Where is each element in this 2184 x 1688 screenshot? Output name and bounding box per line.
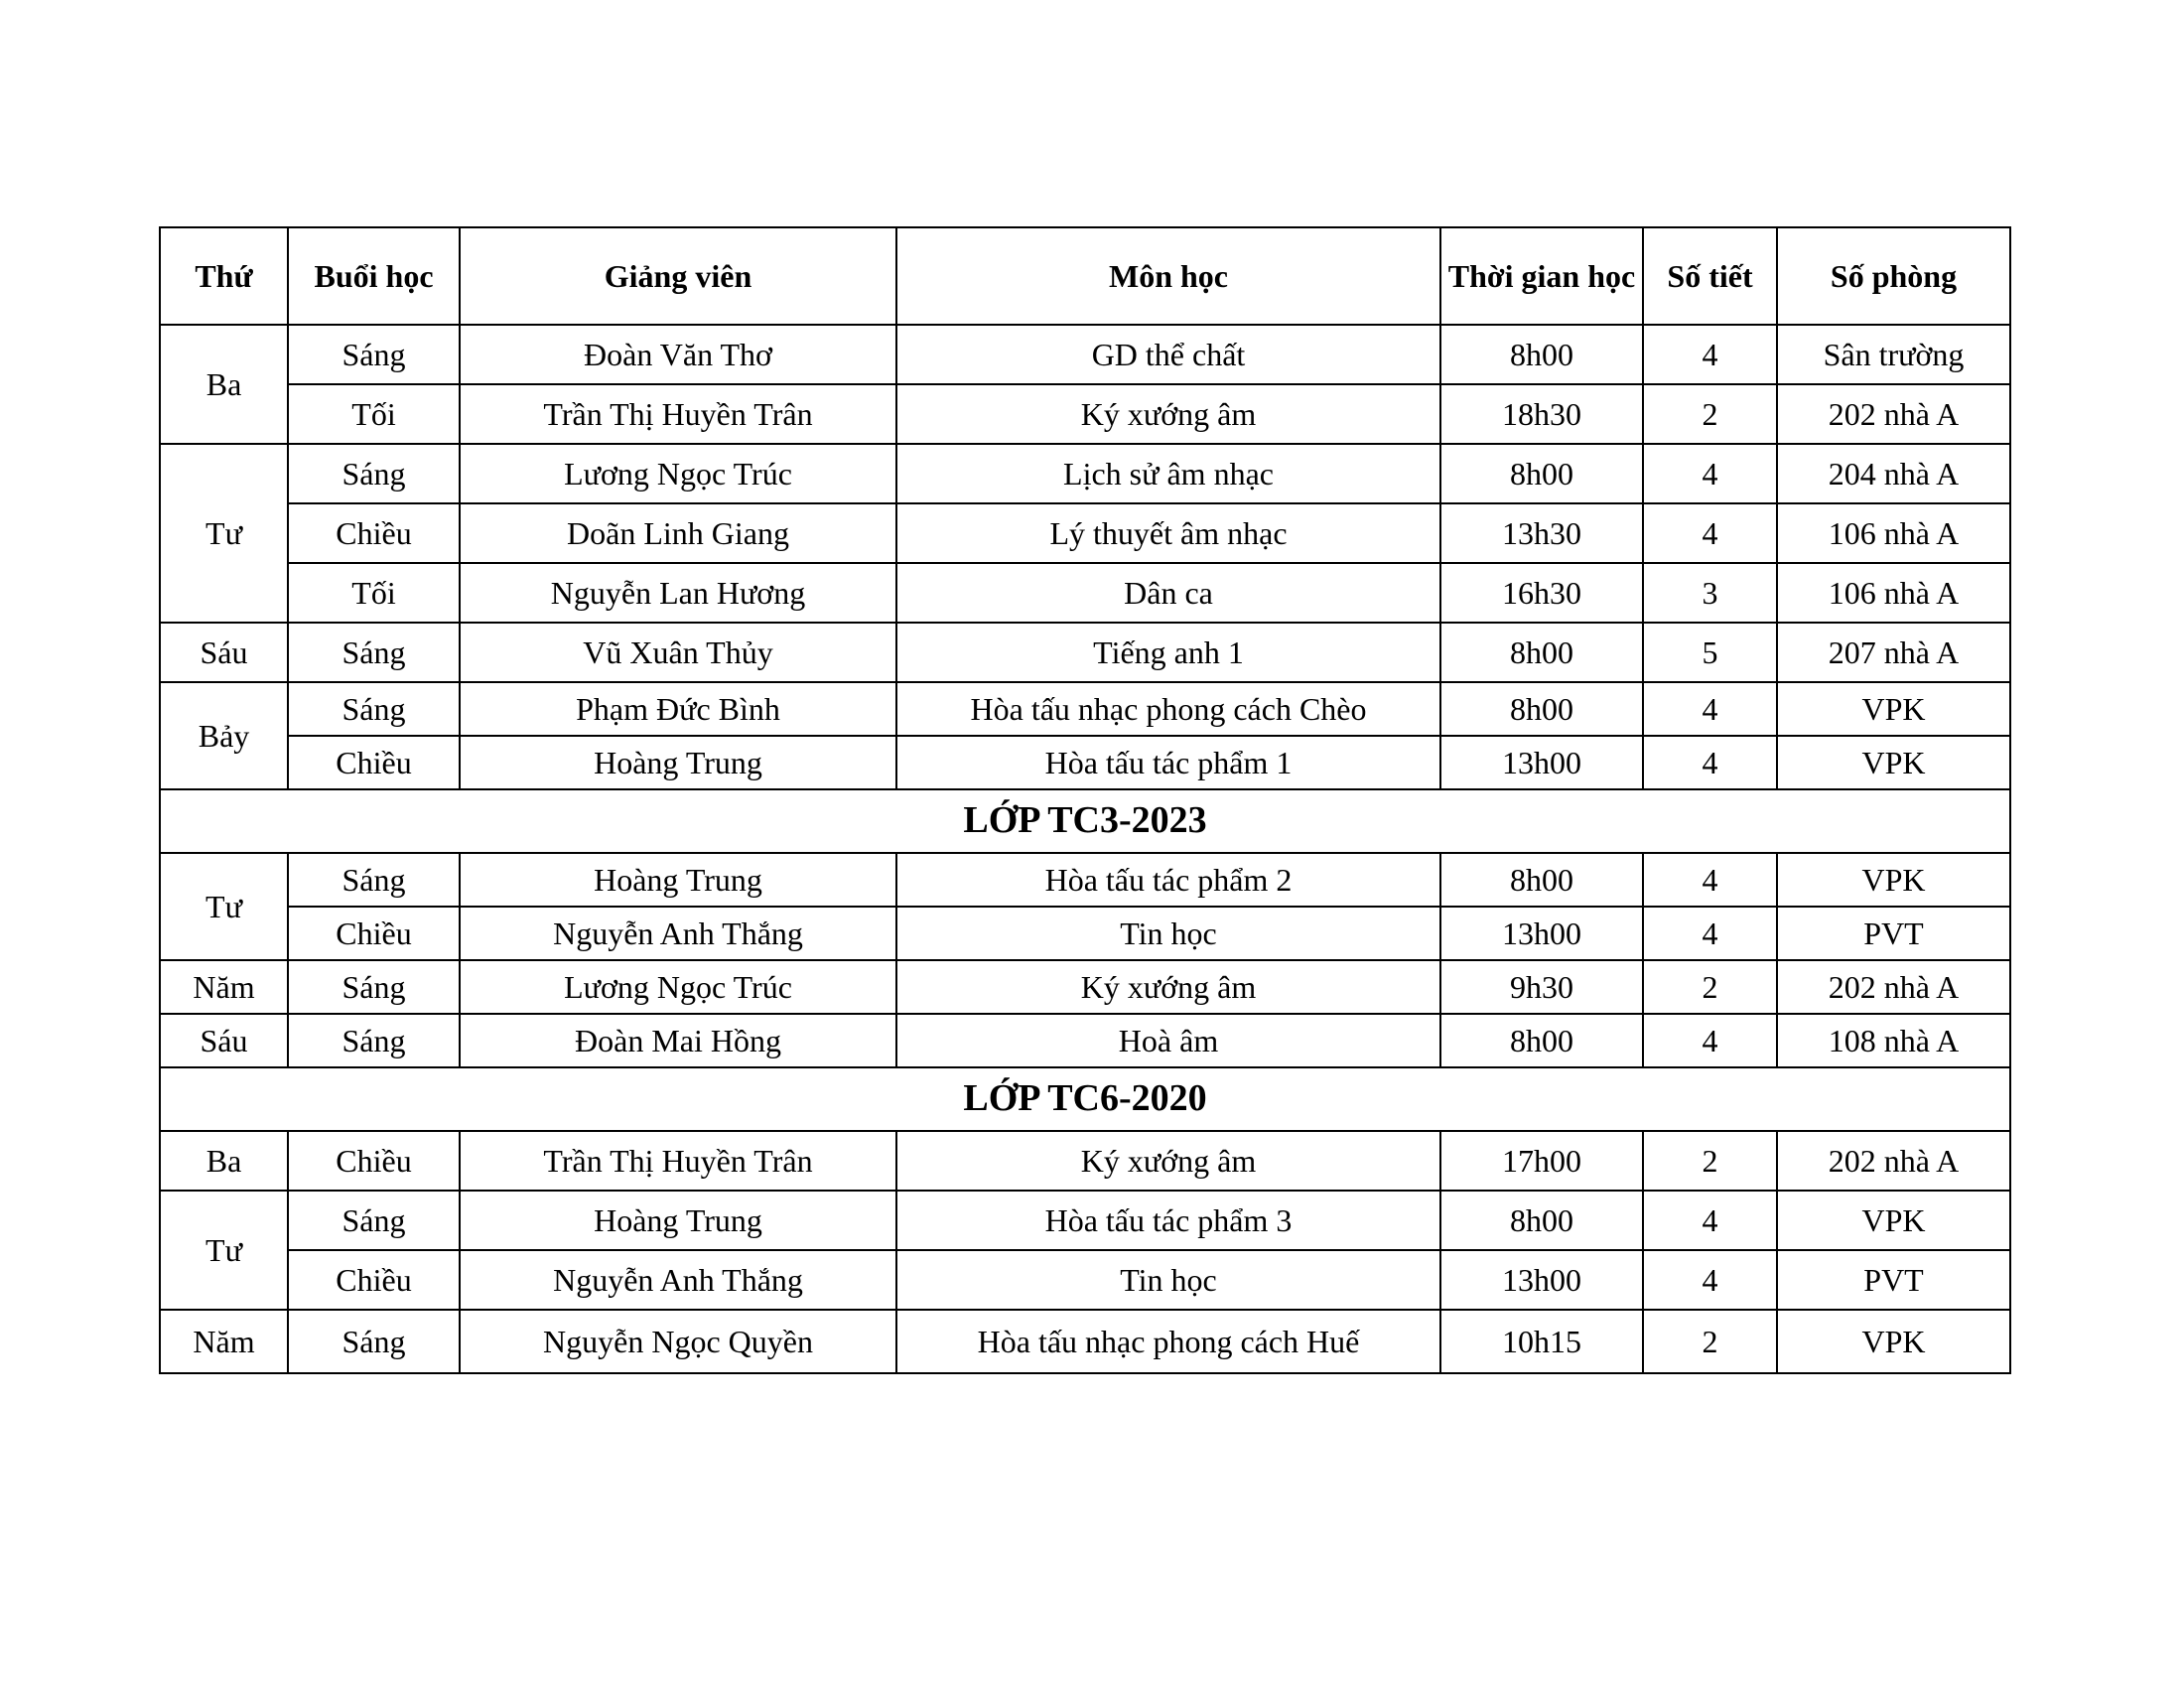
day-cell: Sáu [160,1014,288,1067]
subject-cell: Ký xướng âm [896,1131,1440,1191]
lecturer-cell: Đoàn Văn Thơ [460,325,896,384]
subject-cell: Hòa tấu tác phẩm 3 [896,1191,1440,1250]
subject-cell: Dân ca [896,563,1440,623]
subject-cell: Hoà âm [896,1014,1440,1067]
periods-cell: 2 [1643,960,1777,1014]
session-cell: Sáng [288,1310,460,1373]
lecturer-cell: Đoàn Mai Hồng [460,1014,896,1067]
time-cell: 13h00 [1440,907,1643,960]
table-row [160,563,2010,623]
lecturer-cell: Nguyễn Ngọc Quyền [460,1310,896,1373]
table-row [160,1014,2010,1067]
subject-cell: Tin học [896,1250,1440,1310]
table-row [160,853,2010,907]
periods-cell: 4 [1643,325,1777,384]
table-row [160,384,2010,444]
header-so-tiet: Số tiết [1643,227,1777,325]
periods-cell: 2 [1643,384,1777,444]
room-cell: 204 nhà A [1777,444,2010,503]
time-cell: 9h30 [1440,960,1643,1014]
session-cell: Sáng [288,960,460,1014]
table-row [160,1131,2010,1191]
room-cell: 202 nhà A [1777,1131,2010,1191]
room-cell: 108 nhà A [1777,1014,2010,1067]
session-cell: Sáng [288,623,460,682]
table-row [160,960,2010,1014]
section-title: LỚP TC6-2020 [160,1067,2010,1131]
periods-cell: 3 [1643,563,1777,623]
schedule-table [159,226,2011,1374]
time-cell: 8h00 [1440,623,1643,682]
header-so-phong: Số phòng [1777,227,2010,325]
time-cell: 8h00 [1440,444,1643,503]
session-cell: Chiều [288,503,460,563]
lecturer-cell: Nguyễn Anh Thắng [460,1250,896,1310]
periods-cell: 4 [1643,736,1777,789]
periods-cell: 4 [1643,503,1777,563]
time-cell: 18h30 [1440,384,1643,444]
lecturer-cell: Phạm Đức Bình [460,682,896,736]
room-cell: PVT [1777,1250,2010,1310]
table-row [160,503,2010,563]
periods-cell: 4 [1643,853,1777,907]
room-cell: 106 nhà A [1777,503,2010,563]
room-cell: 202 nhà A [1777,384,2010,444]
table-row [160,623,2010,682]
lecturer-cell: Hoàng Trung [460,853,896,907]
session-cell: Tối [288,384,460,444]
periods-cell: 4 [1643,1014,1777,1067]
periods-cell: 4 [1643,682,1777,736]
table-row [160,325,2010,384]
day-cell: Năm [160,1310,288,1373]
session-cell: Sáng [288,853,460,907]
session-cell: Sáng [288,325,460,384]
day-cell: Tư [160,444,288,623]
day-cell: Ba [160,1131,288,1191]
subject-cell: Hòa tấu tác phẩm 2 [896,853,1440,907]
room-cell: VPK [1777,1191,2010,1250]
subject-cell: Tin học [896,907,1440,960]
subject-cell: GD thể chất [896,325,1440,384]
session-cell: Chiều [288,736,460,789]
session-cell: Sáng [288,1191,460,1250]
table-row [160,736,2010,789]
day-cell: Ba [160,325,288,444]
lecturer-cell: Nguyễn Lan Hương [460,563,896,623]
lecturer-cell: Nguyễn Anh Thắng [460,907,896,960]
session-cell: Chiều [288,907,460,960]
session-cell: Tối [288,563,460,623]
lecturer-cell: Vũ Xuân Thủy [460,623,896,682]
subject-cell: Lý thuyết âm nhạc [896,503,1440,563]
table-row [160,1191,2010,1250]
periods-cell: 2 [1643,1310,1777,1373]
header-thoi-gian-hoc: Thời gian học [1440,227,1643,325]
session-cell: Sáng [288,444,460,503]
periods-cell: 4 [1643,1250,1777,1310]
day-cell: Bảy [160,682,288,789]
subject-cell: Hòa tấu nhạc phong cách Huế [896,1310,1440,1373]
periods-cell: 2 [1643,1131,1777,1191]
day-cell: Năm [160,960,288,1014]
room-cell: VPK [1777,736,2010,789]
lecturer-cell: Trần Thị Huyền Trân [460,384,896,444]
day-cell: Sáu [160,623,288,682]
session-cell: Chiều [288,1250,460,1310]
room-cell: Sân trường [1777,325,2010,384]
room-cell: 106 nhà A [1777,563,2010,623]
subject-cell: Lịch sử âm nhạc [896,444,1440,503]
time-cell: 16h30 [1440,563,1643,623]
session-cell: Chiều [288,1131,460,1191]
section-row [160,789,2010,853]
time-cell: 8h00 [1440,682,1643,736]
lecturer-cell: Doãn Linh Giang [460,503,896,563]
header-thu: Thứ [160,227,288,325]
time-cell: 8h00 [1440,1014,1643,1067]
table-row [160,907,2010,960]
time-cell: 10h15 [1440,1310,1643,1373]
time-cell: 13h00 [1440,736,1643,789]
subject-cell: Ký xướng âm [896,960,1440,1014]
table-row [160,682,2010,736]
periods-cell: 5 [1643,623,1777,682]
time-cell: 8h00 [1440,325,1643,384]
subject-cell: Hòa tấu tác phẩm 1 [896,736,1440,789]
header-mon-hoc: Môn học [896,227,1440,325]
periods-cell: 4 [1643,907,1777,960]
periods-cell: 4 [1643,444,1777,503]
table-header-row [160,227,2010,325]
room-cell: 207 nhà A [1777,623,2010,682]
room-cell: VPK [1777,682,2010,736]
table-row [160,1310,2010,1373]
section-title: LỚP TC3-2023 [160,789,2010,853]
time-cell: 8h00 [1440,1191,1643,1250]
time-cell: 13h30 [1440,503,1643,563]
room-cell: 202 nhà A [1777,960,2010,1014]
table-row [160,1250,2010,1310]
day-cell: Tư [160,1191,288,1310]
lecturer-cell: Lương Ngọc Trúc [460,444,896,503]
lecturer-cell: Hoàng Trung [460,1191,896,1250]
session-cell: Sáng [288,682,460,736]
subject-cell: Tiếng anh 1 [896,623,1440,682]
periods-cell: 4 [1643,1191,1777,1250]
section-row [160,1067,2010,1131]
room-cell: PVT [1777,907,2010,960]
room-cell: VPK [1777,853,2010,907]
time-cell: 17h00 [1440,1131,1643,1191]
session-cell: Sáng [288,1014,460,1067]
time-cell: 13h00 [1440,1250,1643,1310]
subject-cell: Ký xướng âm [896,384,1440,444]
header-buoi-hoc: Buổi học [288,227,460,325]
lecturer-cell: Lương Ngọc Trúc [460,960,896,1014]
header-giang-vien: Giảng viên [460,227,896,325]
time-cell: 8h00 [1440,853,1643,907]
day-cell: Tư [160,853,288,960]
lecturer-cell: Trần Thị Huyền Trân [460,1131,896,1191]
table-row [160,444,2010,503]
subject-cell: Hòa tấu nhạc phong cách Chèo [896,682,1440,736]
room-cell: VPK [1777,1310,2010,1373]
lecturer-cell: Hoàng Trung [460,736,896,789]
